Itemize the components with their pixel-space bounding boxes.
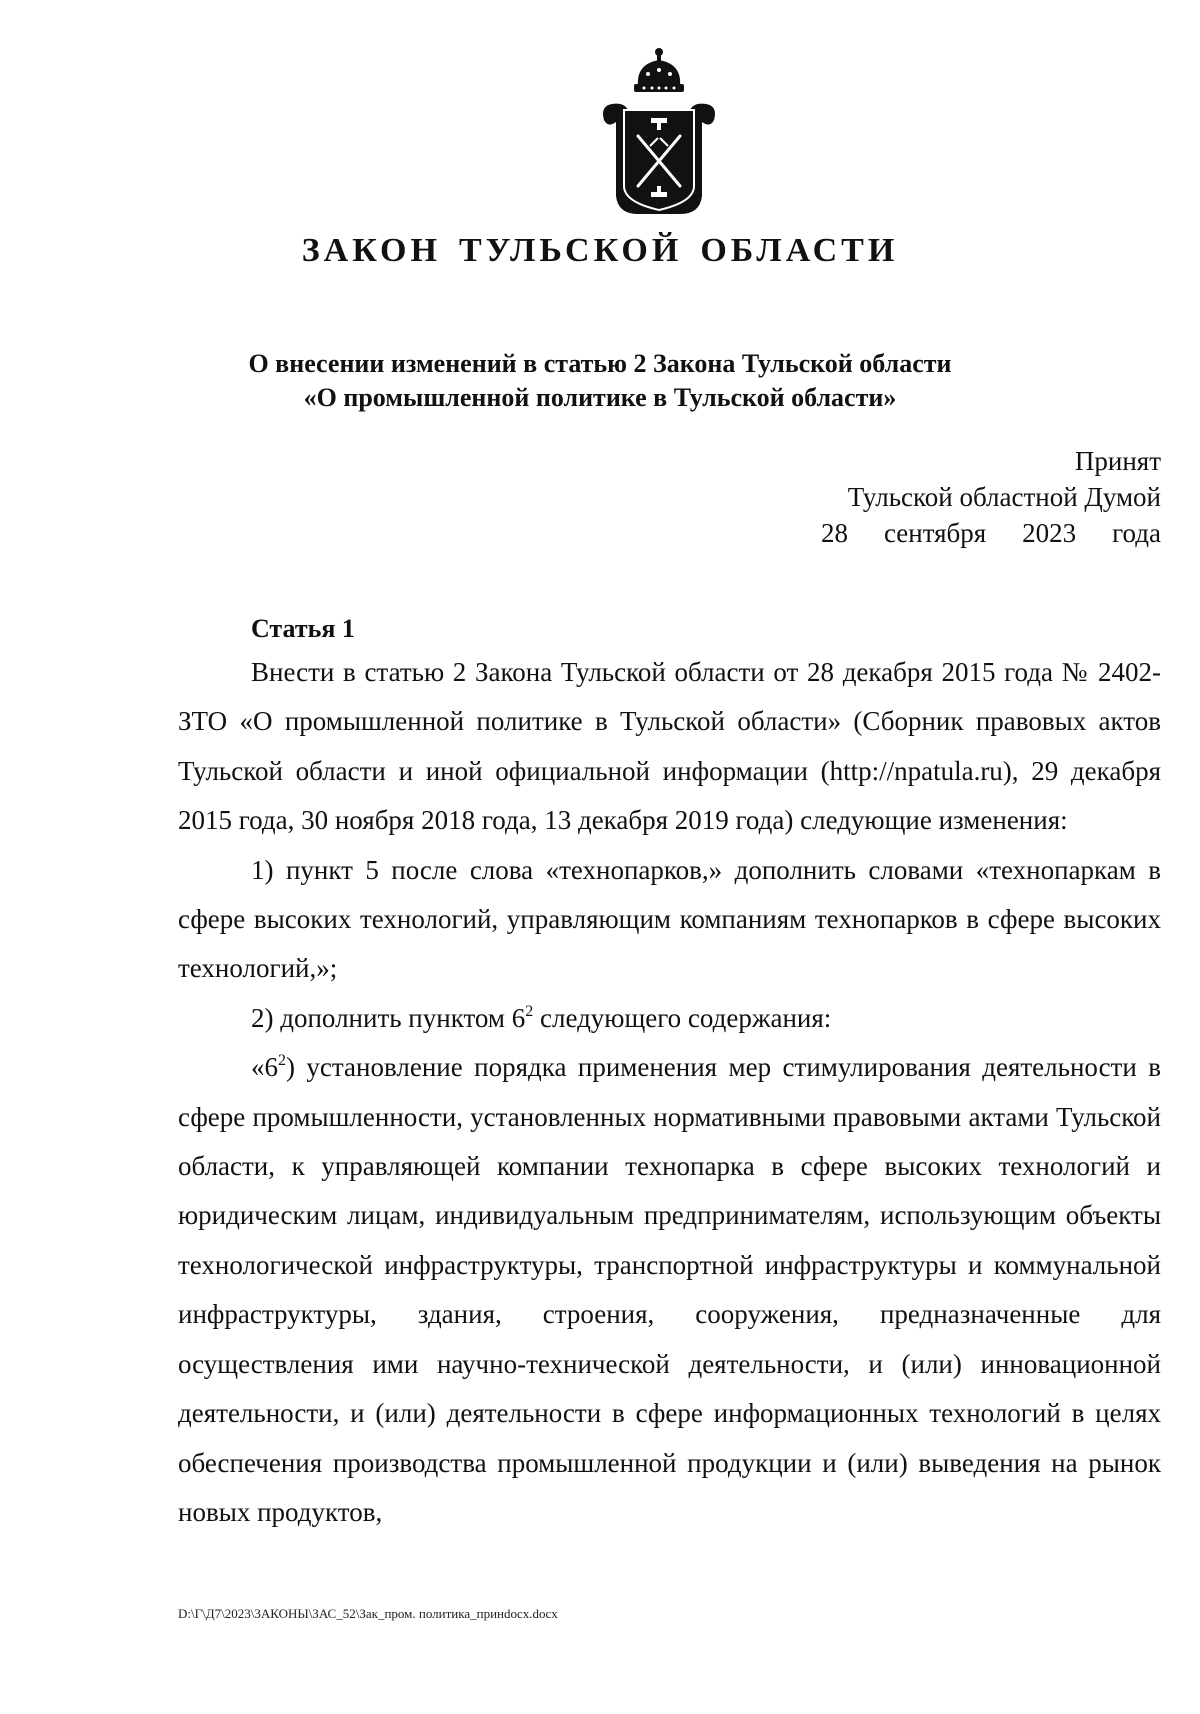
amendment-item-2 xyxy=(178,994,1161,1043)
item2-text-start: 2) дополнить пунктом 6 xyxy=(251,1002,526,1033)
law-title-word: ТУЛЬСКОЙ xyxy=(458,232,683,269)
new-point-text xyxy=(178,1043,1161,1537)
law-subject-line-1: О внесении изменений в статью 2 Закона Тульской области xyxy=(248,349,952,378)
item2-superscript: 2 xyxy=(525,1002,534,1020)
adoption-year: 2023 xyxy=(1022,518,1077,548)
article-body xyxy=(178,648,1161,1537)
law-title xyxy=(0,232,1200,270)
adoption-year-word: года xyxy=(1112,518,1161,548)
adopted-by: Тульской областной Думой xyxy=(847,482,1161,512)
article-heading: Статья 1 xyxy=(251,614,355,643)
quote-body: ) установление порядка применения мер стимулирования деятельности в сфере промышленности, установленных нормативными правовыми актами Тульской области, к управляющей компании технопарка в сфере высоких технологий и юридическим лицам, индивидуальным предпринимателям, использующим объекты технологической инфраструктуры, транспортной инфраструктуры и коммунальной инфраструктуры, здания, строения, сооружения, предназначенные для осуществления ими научно-технической деятельности, и (или) инновационной деятельности, и (или) деятельности в сфере информационных технологий в целях обеспечения производства промышленной продукции и (или) выведения на рынок новых продуктов, xyxy=(178,1052,1161,1527)
quote-superscript: 2 xyxy=(278,1052,286,1070)
article-intro-paragraph: Внести в статью 2 Закона Тульской области от 28 декабря 2015 года № 2402-ЗТО «О промышленной политике в Тульской области» (Сборник правовых актов Тульской области и иной официальной информации (http://npatula.ru), 29 декабря 2015 года, 30 ноября 2018 года, 13 декабря 2019 года) следующие изменения: xyxy=(178,657,1161,836)
adopted-label: Принят xyxy=(1074,446,1161,476)
adoption-date xyxy=(821,515,1161,551)
amendment-item-1: 1) пункт 5 после слова «технопарков,» дополнить словами «технопаркам в сфере высоких технологий, управляющим компаниям технопарков в сфере высоких технологий,»; xyxy=(178,854,1161,984)
law-title-word: ОБЛАСТИ xyxy=(700,232,899,269)
file-path-footer: D:\Г\Д7\2023\ЗАКОНЫ\ЗАС_52\Зак_пром. политика_принdocx.docx xyxy=(178,1606,558,1621)
quote-start: «6 xyxy=(251,1052,278,1083)
law-title-word: ЗАКОН xyxy=(301,232,441,269)
adoption-day: 28 xyxy=(821,518,848,548)
law-subject xyxy=(180,347,1020,415)
law-subject-line-2: «О промышленной политике в Тульской области» xyxy=(303,383,897,412)
item2-text-end: следующего содержания: xyxy=(533,1002,832,1033)
adoption-block xyxy=(821,443,1161,551)
adoption-month: сентября xyxy=(883,518,987,548)
tula-coat-of-arms-icon xyxy=(598,46,720,224)
